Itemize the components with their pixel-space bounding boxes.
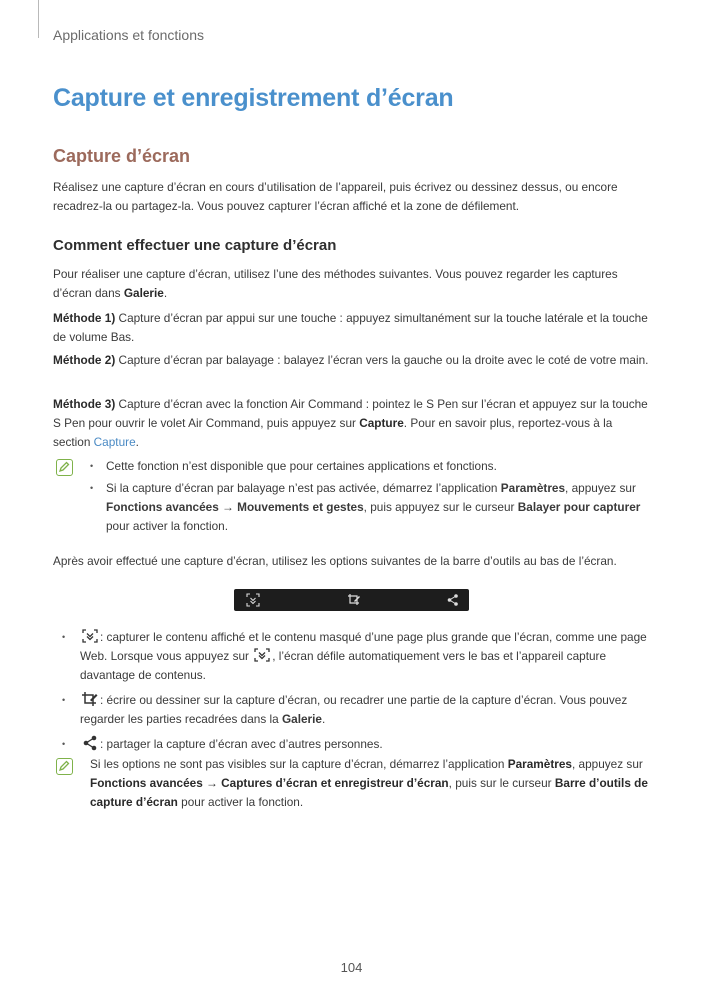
method-3 — [53, 395, 650, 452]
method-1-label: Méthode 1) — [53, 311, 116, 325]
screenshot-toolbar-label: Barre d’outils de capture d’écran — [90, 776, 648, 809]
advanced-features-label: Fonctions avancées — [106, 500, 219, 514]
note-text: Si les options ne sont pas visibles sur la capture d’écran, démarrez l’application — [90, 757, 508, 771]
note-item-text: pour activer la fonction. — [106, 519, 228, 533]
running-head: Applications et fonctions — [53, 27, 204, 43]
capture-label: Capture — [359, 416, 404, 430]
palm-swipe-label: Balayer pour capturer — [517, 500, 641, 514]
subsection-title: Comment effectuer une capture d’écran — [53, 237, 337, 254]
option-text: : capturer le contenu affiché et le contenu masqué d’une page plus grande que l’écran, comme une page Web. Lorsque vous appuyez sur — [80, 630, 647, 663]
note-icon — [56, 758, 73, 775]
arrow-separator: → — [218, 500, 238, 514]
toolbar-intro: Après avoir effectué une capture d’écran, utilisez les options suivantes de la barre d’outils au bas de l’écran. — [53, 554, 617, 568]
toolbar-note — [90, 755, 650, 812]
motions-gestures-label: Mouvements et gestes — [237, 500, 364, 514]
howto-intro-text: Pour réaliser une capture d’écran, utilisez l’une des méthodes suivantes. Vous pouvez regarder les captures d’écran dans — [53, 267, 618, 300]
note-icon — [56, 459, 73, 476]
gallery-label: Galerie — [123, 286, 164, 300]
option-scroll-capture — [62, 628, 652, 685]
method-3-label: Méthode 3) — [53, 397, 116, 411]
page-title: Capture et enregistrement d’écran — [53, 84, 454, 112]
option-text: , l’écran défile automatiquement vers le bas et l’appareil capture davantage de contenus. — [80, 649, 607, 682]
option-text: : partager la capture d’écran avec d’autres personnes. — [100, 737, 383, 751]
section-title: Capture d’écran — [53, 146, 191, 166]
edit-crop-icon[interactable] — [347, 593, 361, 607]
scroll-capture-icon[interactable] — [246, 593, 260, 607]
note-item-text: Cette fonction n’est disponible que pour certaines applications et fonctions. — [106, 459, 497, 473]
method-2-label: Méthode 2) — [53, 353, 116, 367]
option-share — [62, 735, 652, 754]
method-3-end: . — [135, 435, 139, 449]
option-list — [62, 628, 652, 754]
arrow-separator: → — [202, 776, 222, 790]
share-icon[interactable] — [446, 593, 460, 607]
settings-label: Paramètres — [507, 757, 572, 771]
note-item-text: , puis appuyez sur le curseur — [363, 500, 518, 514]
method-1 — [53, 309, 650, 347]
note-item-text: Si la capture d’écran par balayage n’est pas activée, démarrez l’application — [106, 481, 501, 495]
scroll-capture-icon — [253, 647, 271, 663]
howto-intro — [53, 265, 650, 303]
method-1-text: Capture d’écran par appui sur une touche : appuyez simultanément sur la touche latérale et la touche de volume Bas. — [53, 311, 648, 344]
note-item — [90, 479, 655, 536]
method-3-text-2: . Pour en savoir plus, reportez-vous à la section — [53, 416, 613, 449]
howto-intro-end: . — [163, 286, 168, 300]
screenshots-recorder-label: Captures d’écran et enregistreur d’écran — [221, 776, 449, 790]
note-text: , puis sur le curseur — [448, 776, 555, 790]
edit-crop-icon — [81, 691, 99, 707]
method-3-text: Capture d’écran avec la fonction Air Command : pointez le S Pen sur l’écran et appuyez sur la touche S Pen pour ouvrir le volet Air Command, puis appuyez sur — [53, 397, 648, 430]
screenshot-toolbar — [234, 589, 469, 611]
note-text: , appuyez sur — [571, 757, 643, 771]
note-item-text: , appuyez sur — [565, 481, 636, 495]
settings-label: Paramètres — [500, 481, 566, 495]
share-icon — [81, 735, 99, 751]
option-edit — [62, 691, 652, 729]
option-text: . — [321, 712, 326, 726]
advanced-features-label: Fonctions avancées — [90, 776, 203, 790]
method-2 — [53, 351, 650, 370]
note-list — [90, 457, 655, 539]
page-edge-rule — [38, 0, 39, 38]
option-text: : écrire ou dessiner sur la capture d’écran, ou recadrer une partie de la capture d’écran. Vous pouvez regarder les parties recadrées dans la — [80, 693, 628, 726]
gallery-label: Galerie — [281, 712, 322, 726]
method-2-text: Capture d’écran par balayage : balayez l’écran vers la gauche ou la droite avec le coté de votre main. — [115, 353, 649, 367]
note-item — [90, 457, 655, 476]
note-text: pour activer la fonction. — [177, 795, 304, 809]
section-intro: Réalisez une capture d’écran en cours d’utilisation de l’appareil, puis écrivez ou dessinez dessus, ou encore recadrez-la ou partagez-la. Vous pouvez capturer l’écran affiché et la zone de défilement. — [53, 180, 618, 213]
capture-section-link[interactable]: Capture — [93, 435, 136, 449]
scroll-capture-icon — [81, 628, 99, 644]
page-number: 104 — [340, 960, 363, 975]
